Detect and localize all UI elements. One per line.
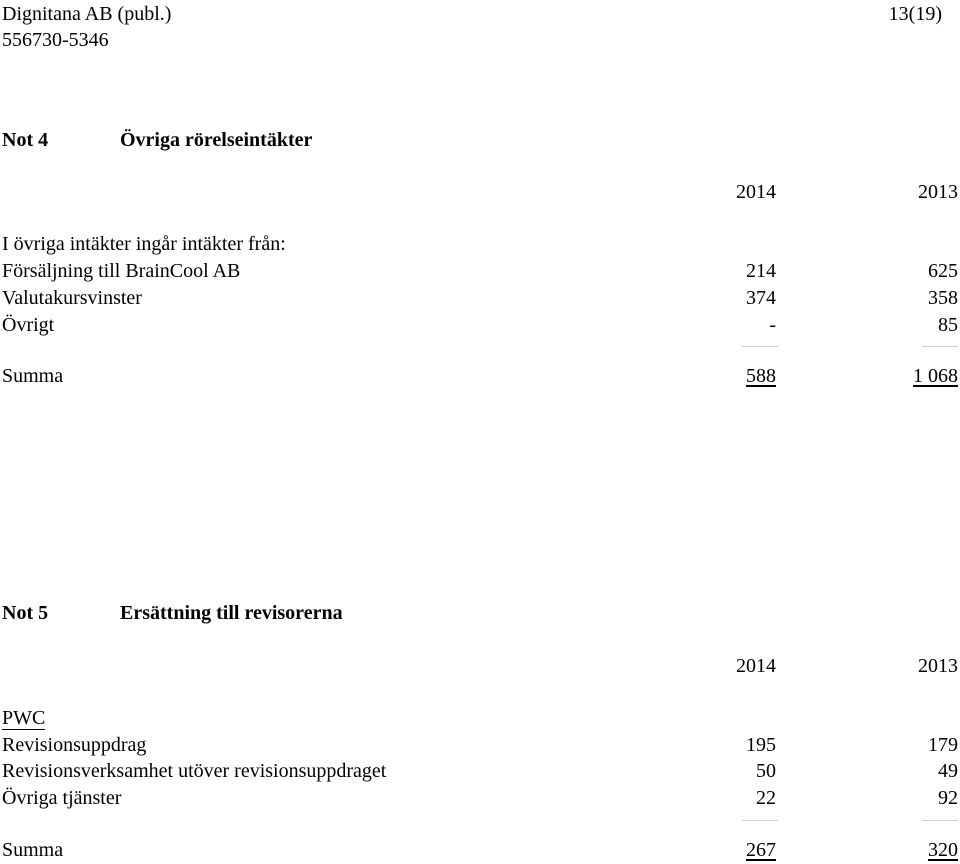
note4-row-label: Försäljning till BrainCool AB [2,260,241,282]
note5-row-previous: 179 [928,734,958,756]
company-name: Dignitana AB (publ.) [2,3,172,25]
note5-row-current: 195 [746,734,776,756]
note5-row-current: 50 [756,760,776,782]
note5-row-previous: 49 [938,760,958,782]
note4-year-current: 2014 [736,181,776,203]
note4-intro: I övriga intäkter ingår intäkter från: [2,233,286,255]
note4-subtotal-rule-current [742,346,778,347]
note4-row-previous: 358 [928,287,958,309]
note4-row-label: Valutakursvinster [2,287,142,309]
note5-row-current: 22 [756,787,776,809]
note4-total-previous: 1 068 [913,365,958,387]
note4-row-label: Övrigt [2,314,55,336]
note5-year-current: 2014 [736,655,776,677]
note5-year-previous: 2013 [918,655,958,677]
note4-year-previous: 2013 [918,181,958,203]
note4-row-current: 374 [746,287,776,309]
note5-label: Not 5 [2,602,49,624]
note4-total-current: 588 [746,365,776,387]
note4-subtotal-rule-previous [922,346,958,347]
note4-row-current: 214 [746,260,776,282]
note5-subtotal-rule-previous [922,820,958,821]
note5-row-label: Revisionsverksamhet utöver revisionsuppdraget [2,760,387,782]
note5-row-label: Revisionsuppdrag [2,734,147,756]
page-number: 13(19) [888,3,942,25]
note4-label: Not 4 [2,129,49,151]
note5-group-label [2,706,45,730]
note5-row-previous: 92 [938,787,958,809]
org-number: 556730-5346 [2,29,109,51]
note5-total-label: Summa [2,839,64,861]
note5-total-previous: 320 [928,839,958,861]
note4-row-current: - [769,314,776,336]
note5-title: Ersättning till revisorerna [120,602,343,624]
pwc-label: PWC [2,707,46,729]
note4-total-label: Summa [2,365,64,387]
note4-row-previous: 625 [928,260,958,282]
note5-row-label: Övriga tjänster [2,787,122,809]
note4-row-previous: 85 [938,314,958,336]
note4-title: Övriga rörelseintäkter [120,129,313,151]
note5-subtotal-rule-current [742,820,778,821]
note5-total-current: 267 [746,839,776,861]
